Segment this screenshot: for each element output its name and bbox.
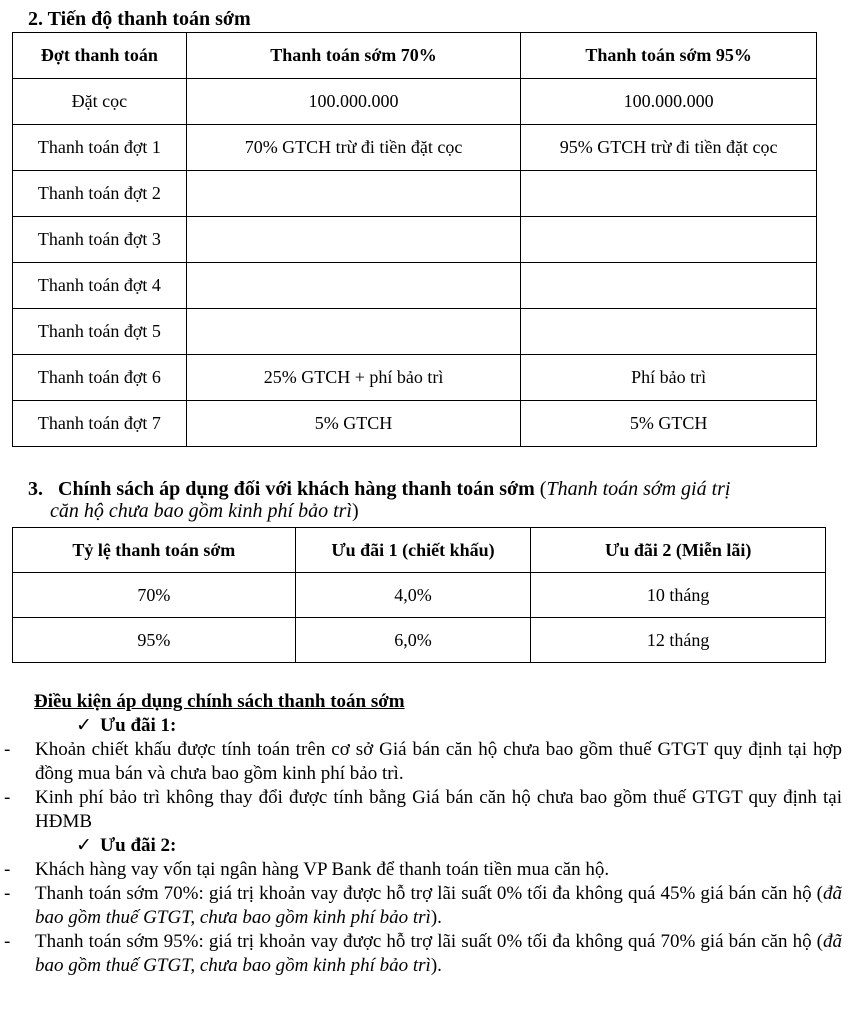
cell bbox=[186, 309, 521, 355]
cell: Đặt cọc bbox=[13, 79, 187, 125]
cell bbox=[186, 171, 521, 217]
cell: 10 tháng bbox=[531, 573, 826, 618]
section-3-number: 3. bbox=[28, 478, 43, 500]
table-row bbox=[13, 309, 817, 355]
table-header-row bbox=[13, 33, 817, 79]
offer-1-heading bbox=[76, 714, 859, 738]
section-3-note-line2: căn hộ chưa bao gồm kinh phí bảo trì bbox=[50, 500, 352, 522]
table-row bbox=[13, 171, 817, 217]
table-row bbox=[13, 401, 817, 447]
list-item bbox=[0, 930, 859, 978]
cell: 4,0% bbox=[295, 573, 531, 618]
table-row bbox=[13, 217, 817, 263]
table-row bbox=[13, 618, 826, 663]
cell: 100.000.000 bbox=[521, 79, 817, 125]
section-3-note-line1: Thanh toán sớm giá trị bbox=[546, 478, 731, 500]
early-payment-policy-table bbox=[12, 527, 826, 663]
item-text: Thanh toán sớm 95%: giá trị khoản vay được hỗ trợ lãi suất 0% tối đa không quá 70% giá bán căn hộ ( bbox=[35, 931, 823, 952]
dash-bullet-icon: - bbox=[4, 859, 11, 880]
cell: 5% GTCH bbox=[186, 401, 521, 447]
cell: Thanh toán đợt 5 bbox=[13, 309, 187, 355]
list-item bbox=[0, 858, 859, 882]
item-text: Khoản chiết khấu được tính toán trên cơ sở Giá bán căn hộ chưa bao gồm thuế GTGT quy định tại hợp đồng mua bán và chưa bao gồm kinh phí bảo trì. bbox=[35, 739, 842, 784]
cell bbox=[521, 217, 817, 263]
list-item bbox=[0, 882, 859, 930]
section-3-note-open: ( bbox=[534, 478, 547, 500]
cell: Thanh toán đợt 6 bbox=[13, 355, 187, 401]
cell: Thanh toán đợt 2 bbox=[13, 171, 187, 217]
table-row bbox=[13, 263, 817, 309]
cell: 12 tháng bbox=[531, 618, 826, 663]
conditions-title: Điều kiện áp dụng chính sách thanh toán sớm bbox=[34, 691, 405, 712]
cell: Thanh toán đợt 3 bbox=[13, 217, 187, 263]
cell: Thanh toán đợt 7 bbox=[13, 401, 187, 447]
cell: 70% bbox=[13, 573, 296, 618]
cell: 6,0% bbox=[295, 618, 531, 663]
table-row bbox=[13, 79, 817, 125]
cell bbox=[521, 309, 817, 355]
table-row bbox=[13, 355, 817, 401]
section-3-title: Chính sách áp dụng đối với khách hàng thanh toán sớm bbox=[58, 478, 535, 500]
list-item bbox=[0, 786, 859, 834]
cell bbox=[521, 171, 817, 217]
item-italic-note: đã bao gồm thuế GTGT, chưa bao gồm kinh phí bảo trì bbox=[35, 931, 842, 976]
item-text: Thanh toán sớm 70%: giá trị khoản vay được hỗ trợ lãi suất 0% tối đa không quá 45% giá bán căn hộ ( bbox=[35, 883, 823, 904]
cell: 70% GTCH trừ đi tiền đặt cọc bbox=[186, 125, 521, 171]
cell: 5% GTCH bbox=[521, 401, 817, 447]
section-3-note-close: ) bbox=[352, 500, 359, 522]
item-text-end: ). bbox=[430, 955, 442, 976]
dash-bullet-icon: - bbox=[4, 787, 11, 808]
offer-2-label: Ưu đãi 2: bbox=[100, 835, 177, 856]
item-text: Kinh phí bảo trì không thay đổi được tính bằng Giá bán căn hộ chưa bao gồm thuế GTGT quy định tại HĐMB bbox=[35, 787, 842, 832]
cell: Thanh toán đợt 4 bbox=[13, 263, 187, 309]
cell bbox=[186, 217, 521, 263]
cell: 95% bbox=[13, 618, 296, 663]
check-icon: ✓ bbox=[76, 715, 92, 736]
header-offer-2: Ưu đãi 2 (Miễn lãi) bbox=[531, 528, 826, 573]
conditions-section bbox=[0, 690, 859, 978]
header-payment-phase: Đợt thanh toán bbox=[13, 33, 187, 79]
cell: 100.000.000 bbox=[186, 79, 521, 125]
table-header-row bbox=[13, 528, 826, 573]
cell: 95% GTCH trừ đi tiền đặt cọc bbox=[521, 125, 817, 171]
cell: 25% GTCH + phí bảo trì bbox=[186, 355, 521, 401]
item-italic-note: đã bao gồm thuế GTGT, chưa bao gồm kinh phí bảo trì bbox=[35, 883, 842, 928]
section-2-heading: 2. Tiến độ thanh toán sớm bbox=[28, 8, 251, 30]
item-text-end: ). bbox=[430, 907, 442, 928]
dash-bullet-icon: - bbox=[4, 739, 11, 760]
cell bbox=[186, 263, 521, 309]
header-early-95: Thanh toán sớm 95% bbox=[521, 33, 817, 79]
cell: Phí bảo trì bbox=[521, 355, 817, 401]
section-3-heading bbox=[28, 478, 848, 522]
dash-bullet-icon: - bbox=[4, 931, 11, 952]
offer-1-label: Ưu đãi 1: bbox=[100, 715, 177, 736]
list-item bbox=[0, 738, 859, 786]
payment-schedule-table bbox=[12, 32, 817, 447]
cell bbox=[521, 263, 817, 309]
header-early-rate: Tỷ lệ thanh toán sớm bbox=[13, 528, 296, 573]
table-row bbox=[13, 125, 817, 171]
header-early-70: Thanh toán sớm 70% bbox=[186, 33, 521, 79]
offer-2-heading bbox=[76, 834, 859, 858]
check-icon: ✓ bbox=[76, 835, 92, 856]
header-offer-1: Ưu đãi 1 (chiết khấu) bbox=[295, 528, 531, 573]
table-row bbox=[13, 573, 826, 618]
item-text: Khách hàng vay vốn tại ngân hàng VP Bank để thanh toán tiền mua căn hộ. bbox=[35, 859, 610, 880]
cell: Thanh toán đợt 1 bbox=[13, 125, 187, 171]
dash-bullet-icon: - bbox=[4, 883, 11, 904]
